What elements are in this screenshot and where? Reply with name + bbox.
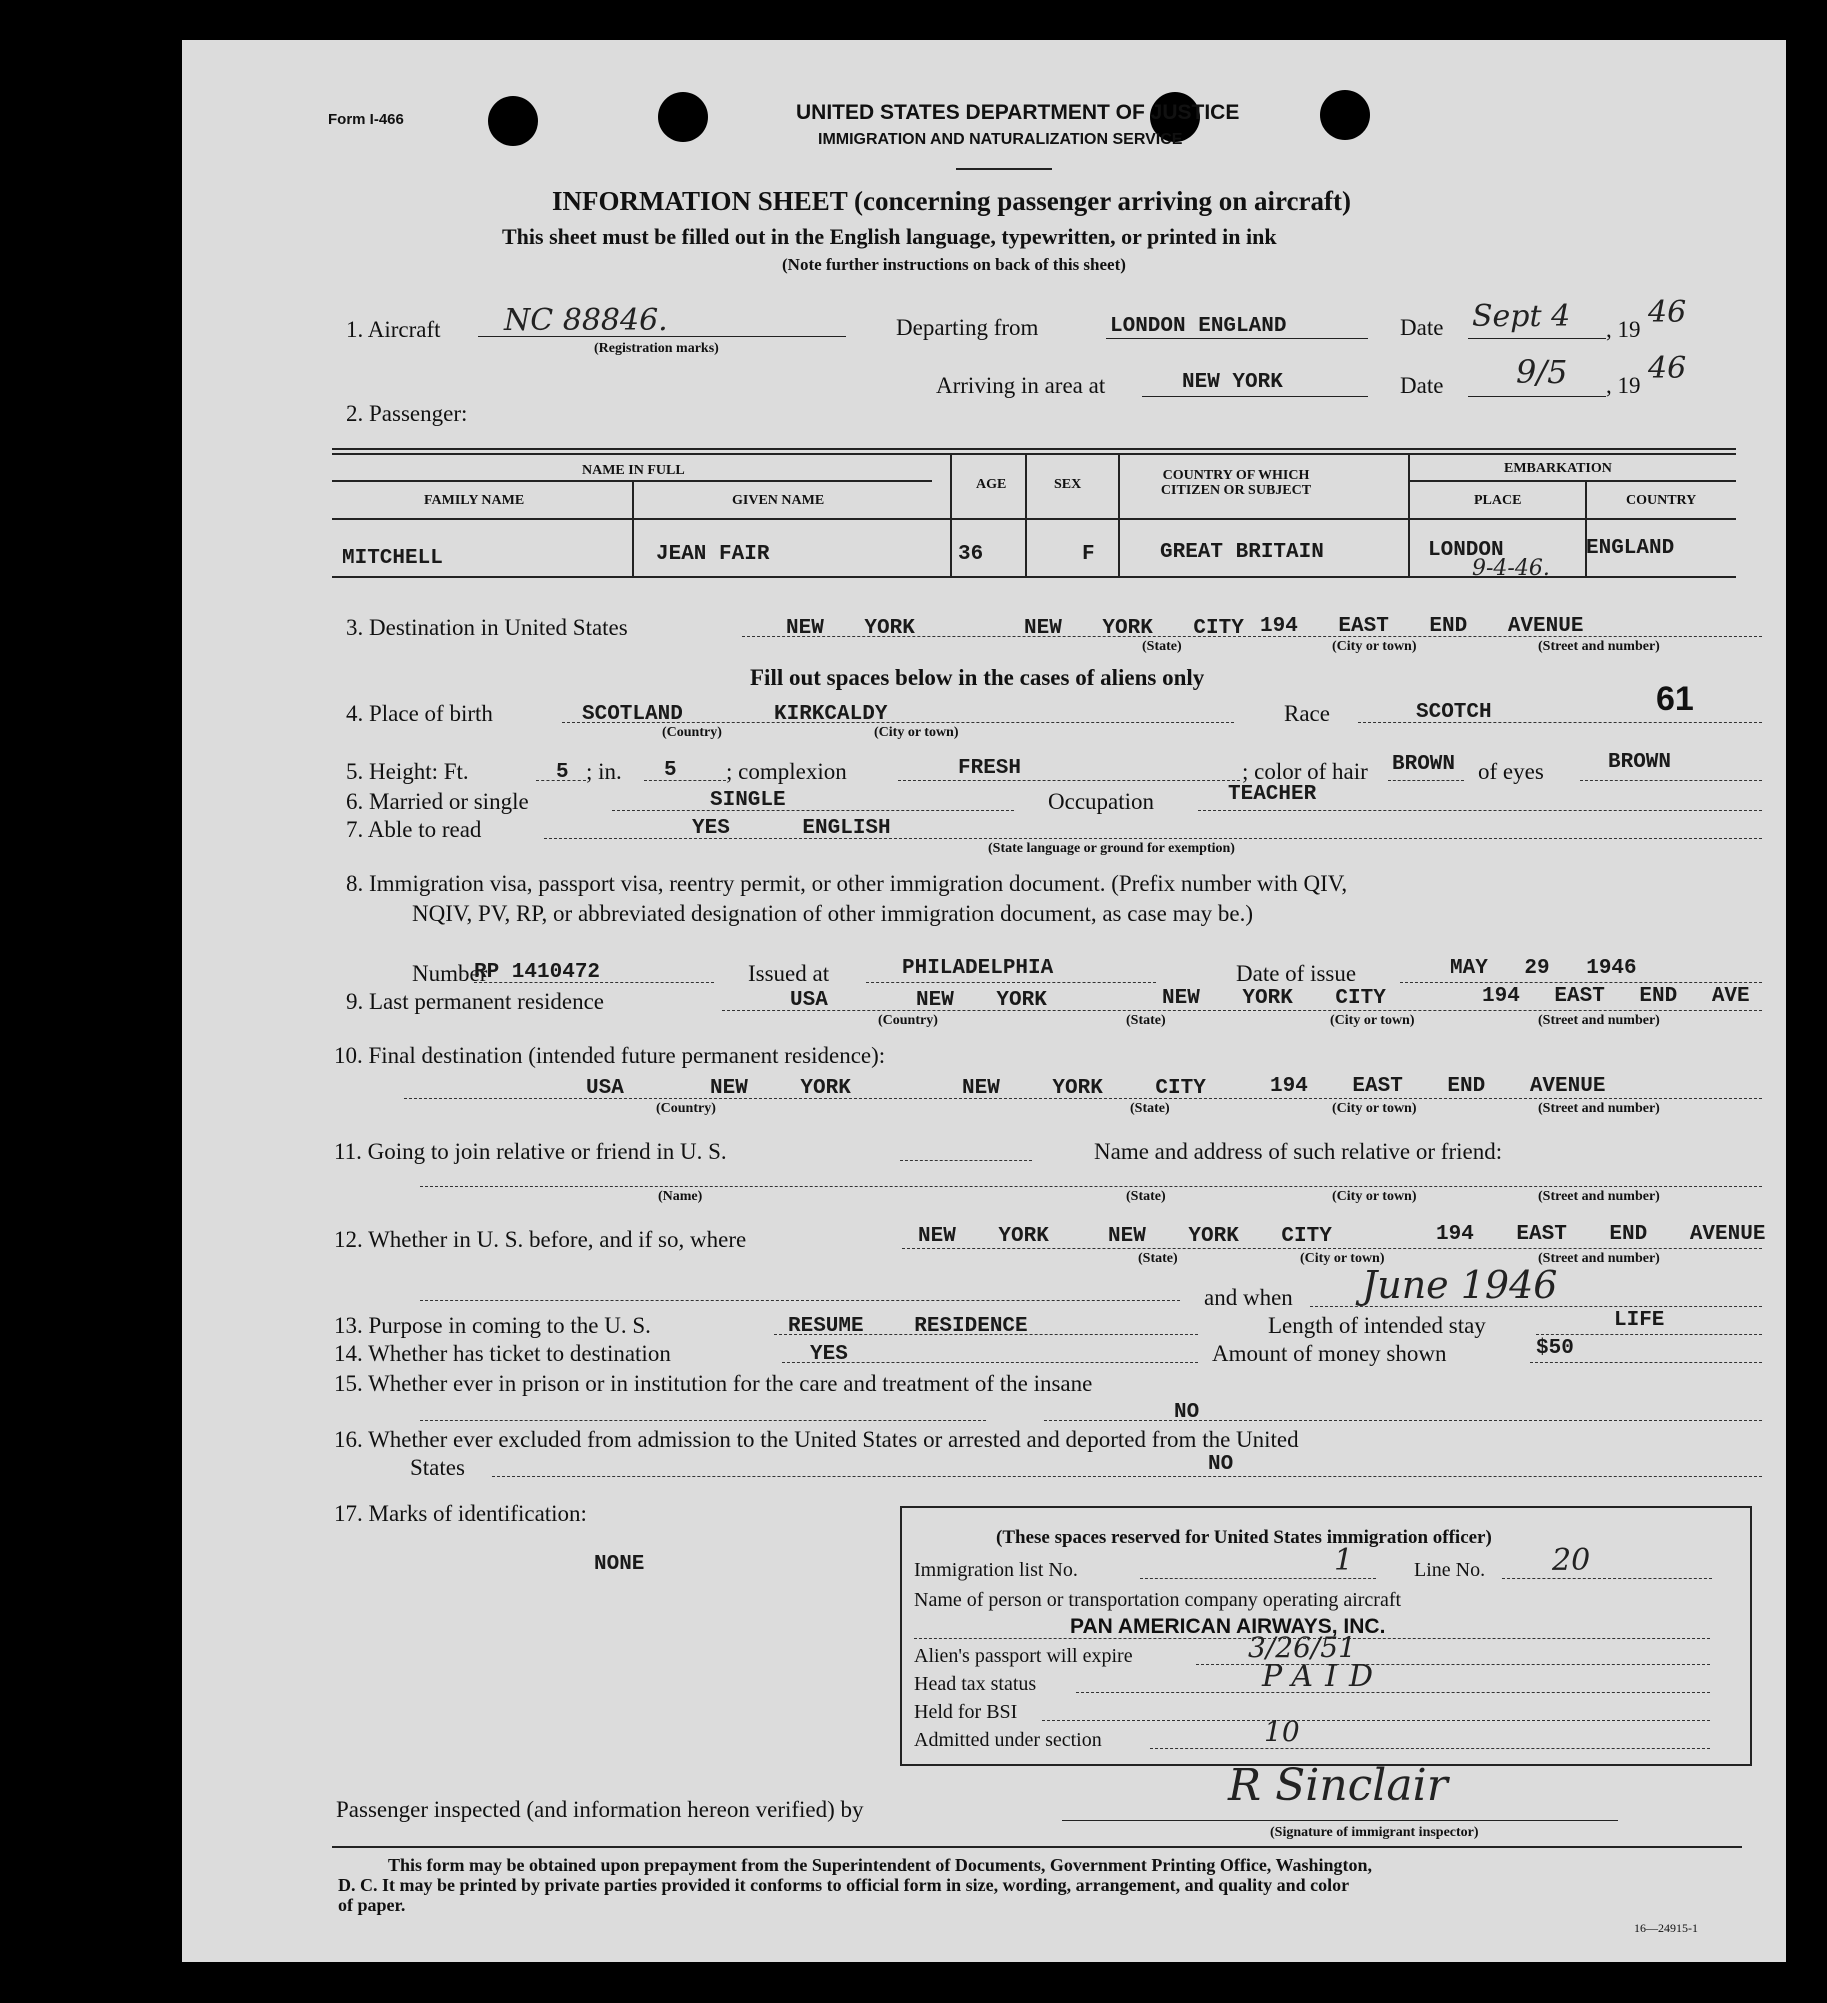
purpose-value: RESUME RESIDENCE [788,1315,1028,1338]
punch-hole [658,92,708,142]
document-number-value: RP 1410472 [474,961,601,984]
form-instruction: This sheet must be filled out in the English language, typewritten, or printed in ink [502,224,1277,249]
departing-value: LONDON ENGLAND [1110,315,1287,338]
departure-date-value: Sept 4 [1472,299,1571,334]
final-destination-country: USA [586,1077,624,1100]
money-value: $50 [1536,1337,1574,1360]
excluded-label-2: States [410,1455,465,1480]
ticket-label: 14. Whether has ticket to destination [334,1341,671,1366]
ticket-value: YES [810,1343,848,1366]
money-label: Amount of money shown [1212,1341,1447,1366]
previous-visit-state: NEW YORK [918,1225,1049,1248]
form-sheet [182,40,1786,1962]
residence-street: 194 EAST END AVE [1482,985,1750,1008]
occupation-label: Occupation [1048,789,1155,814]
aircraft-value: NC 88846. [504,303,668,338]
race-code: 61 [1656,680,1694,718]
occupation-value: TEACHER [1228,783,1317,806]
admitted-section-value: 10 [1264,1715,1300,1748]
head-tax-label: Head tax status [914,1673,1037,1695]
arrival-year-value: 46 [1648,351,1687,386]
arrival-date-label: Date [1400,373,1444,398]
previous-visit-city: NEW YORK CITY [1108,1225,1332,1248]
race-label: Race [1284,701,1330,726]
read-label: 7. Able to read [346,817,482,842]
caption-state: (State) [1126,1013,1166,1028]
citizen-country-value: GREAT BRITAIN [1160,541,1324,564]
eyes-value: BROWN [1608,751,1672,774]
arriving-value: NEW YORK [1182,371,1283,394]
relative-address-label: Name and address of such relative or friend: [1094,1139,1503,1164]
departing-label: Departing from [896,315,1039,340]
hair-label: ; color of hair [1242,759,1368,784]
officer-box-title: (These spaces reserved for United States immigration officer) [996,1527,1492,1548]
arrival-year-prefix: , 19 [1606,373,1641,398]
caption-country: (Country) [878,1013,938,1028]
company-label: Name of person or transportation company operating aircraft [914,1589,1402,1611]
caption-street: (Street and number) [1538,1101,1660,1116]
issued-at-label: Issued at [748,961,830,986]
aircraft-label: 1. Aircraft [346,317,441,342]
complexion-label: ; complexion [726,759,847,784]
caption-street: (Street and number) [1538,1189,1660,1204]
issue-date-value: MAY 29 1946 [1450,957,1637,980]
form-note: (Note further instructions on back of this sheet) [782,255,1126,274]
footer-form-code: 16—24915-1 [1634,1921,1698,1935]
caption-city: (City or town) [1332,1189,1417,1204]
read-caption: (State language or ground for exemption) [988,841,1235,856]
document-instructions-2: NQIV, PV, RP, or abbreviated designation of other immigration document, as case may be.) [412,901,1254,926]
punch-hole [488,96,538,146]
inches-label: ; in. [586,759,622,784]
purpose-label: 13. Purpose in coming to the U. S. [334,1313,651,1338]
document-instructions-1: 8. Immigration visa, passport visa, reentry permit, or other immigration document. (Prefix number with QIV, [346,871,1348,896]
embarkation-header: EMBARKATION [1504,461,1612,476]
caption-street: (Street and number) [1538,1251,1660,1266]
service-name: IMMIGRATION AND NATURALIZATION SERVICE [818,131,1183,148]
final-destination-label: 10. Final destination (intended future permanent residence): [334,1043,886,1068]
birthplace-label: 4. Place of birth [346,701,493,726]
bsi-label: Held for BSI [914,1701,1018,1723]
previous-visit-label: 12. Whether in U. S. before, and if so, where [334,1227,747,1252]
passenger-label: 2. Passenger: [346,401,468,426]
race-value: SCOTCH [1416,701,1492,724]
arriving-label: Arriving in area at [936,373,1106,398]
caption-street: (Street and number) [1538,639,1660,654]
inspection-label: Passenger inspected (and information hereon verified) by [336,1797,864,1822]
marital-label: 6. Married or single [346,789,529,814]
hair-value: BROWN [1392,753,1456,776]
punch-hole [1320,90,1370,140]
previous-visit-when-label: and when [1204,1285,1293,1310]
height-label: 5. Height: Ft. [346,759,469,784]
caption-name: (Name) [658,1189,703,1204]
departure-year-prefix: , 19 [1606,317,1641,342]
line-number-label: Line No. [1414,1559,1486,1581]
height-inches: 5 [664,759,677,782]
destination-label: 3. Destination in United States [346,615,628,640]
caption-city: (City or town) [1330,1013,1415,1028]
sex-header: SEX [1054,477,1082,492]
aliens-only-note: Fill out spaces below in the cases of aliens only [750,665,1205,690]
head-tax-value: PAID [1262,1659,1385,1694]
eyes-label: of eyes [1478,759,1544,784]
issue-date-label: Date of issue [1236,961,1357,986]
identification-marks-value: NONE [594,1553,645,1576]
admitted-section-label: Admitted under section [914,1729,1102,1751]
family-name-value: MITCHELL [342,547,443,570]
read-value: YES ENGLISH [692,817,891,840]
embarkation-date-value: 9-4-46. [1472,556,1550,581]
name-in-full-header: NAME IN FULL [582,463,685,478]
form-title: INFORMATION SHEET (concerning passenger arriving on aircraft) [552,186,1351,216]
residence-city: NEW YORK CITY [1162,987,1386,1010]
caption-country: (Country) [662,725,722,740]
stay-label: Length of intended stay [1268,1313,1486,1338]
departure-date-label: Date [1400,315,1444,340]
department-name: UNITED STATES DEPARTMENT OF JUSTICE [796,101,1240,124]
departure-year-value: 46 [1648,295,1687,330]
list-number-label: Immigration list No. [914,1559,1078,1581]
age-value: 36 [958,543,984,566]
excluded-label-1: 16. Whether ever excluded from admission to the United States or arrested and deported from the United [334,1427,1299,1452]
residence-label: 9. Last permanent residence [346,989,604,1014]
family-name-header: FAMILY NAME [424,493,525,508]
caption-country: (Country) [656,1101,716,1116]
final-destination-city: NEW YORK CITY [962,1077,1206,1100]
caption-city: (City or town) [1332,639,1417,654]
sex-value: F [1082,543,1095,566]
caption-state: (State) [1130,1101,1170,1116]
residence-country: USA [790,989,828,1012]
embarkation-place-value: LONDON [1428,539,1504,562]
destination-street: 194 EAST END AVENUE [1260,615,1584,638]
inspector-signature: R Sinclair [1228,1760,1448,1811]
birth-country: SCOTLAND [582,703,683,726]
given-name-value: JEAN FAIR [656,543,770,566]
citizen-country-header: COUNTRY OF WHICH CITIZEN OR SUBJECT [1160,468,1312,499]
form-number: Form I-466 [328,111,404,128]
document-number-label: Number [412,961,488,986]
caption-city: (City or town) [1300,1251,1385,1266]
list-number-value: 1 [1334,1543,1354,1578]
registration-caption: (Registration marks) [594,341,719,356]
signature-caption: (Signature of immigrant inspector) [1270,1825,1479,1840]
immigration-officer-box [900,1506,1752,1766]
embarkation-country-value: ENGLAND [1586,537,1675,560]
caption-state: (State) [1126,1189,1166,1204]
caption-city: (City or town) [1332,1101,1417,1116]
final-destination-state: NEW YORK [710,1077,851,1100]
caption-street: (Street and number) [1538,1013,1660,1028]
arrival-date-value: 9/5 [1516,353,1568,391]
footer-line-3: of paper. [338,1895,406,1915]
residence-state: NEW YORK [916,989,1047,1012]
age-header: AGE [976,477,1007,492]
final-destination-street: 194 EAST END AVENUE [1270,1075,1606,1098]
caption-state: (State) [1138,1251,1178,1266]
footer-line-1: This form may be obtained upon prepayment from the Superintendent of Documents, Government Printing Office, Washington, [388,1855,1373,1875]
previous-visit-street: 194 EAST END AVENUE [1436,1223,1766,1246]
complexion-value: FRESH [958,757,1022,780]
join-relative-label: 11. Going to join relative or friend in U. S. [334,1139,727,1164]
destination-state: NEW YORK [786,617,915,640]
line-number-value: 20 [1552,1543,1591,1578]
marital-value: SINGLE [710,789,786,812]
prison-label: 15. Whether ever in prison or in institution for the care and treatment of the insane [334,1371,1093,1396]
caption-city: (City or town) [874,725,959,740]
embarkation-place-header: PLACE [1474,493,1522,508]
previous-visit-when: June 1946 [1362,1263,1558,1307]
passport-expiry-value: 3/26/51 [1248,1631,1356,1664]
caption-state: (State) [1142,639,1182,654]
height-feet: 5 [556,761,569,784]
given-name-header: GIVEN NAME [732,493,825,508]
company-value: PAN AMERICAN AIRWAYS, INC. [1070,1615,1386,1638]
identification-marks-label: 17. Marks of identification: [334,1501,587,1526]
destination-city: NEW YORK CITY [1024,617,1244,640]
issued-at-value: PHILADELPHIA [902,957,1054,980]
footer-line-2: D. C. It may be printed by private parties provided it conforms to official form in size, wording, arrangement, and quality and color [338,1875,1350,1895]
embarkation-country-header: COUNTRY [1626,493,1697,508]
prison-value: NO [1174,1401,1200,1424]
birth-city: KIRKCALDY [774,703,888,726]
excluded-value: NO [1208,1453,1234,1476]
passport-expiry-label: Alien's passport will expire [914,1645,1133,1667]
stay-value: LIFE [1614,1309,1665,1332]
